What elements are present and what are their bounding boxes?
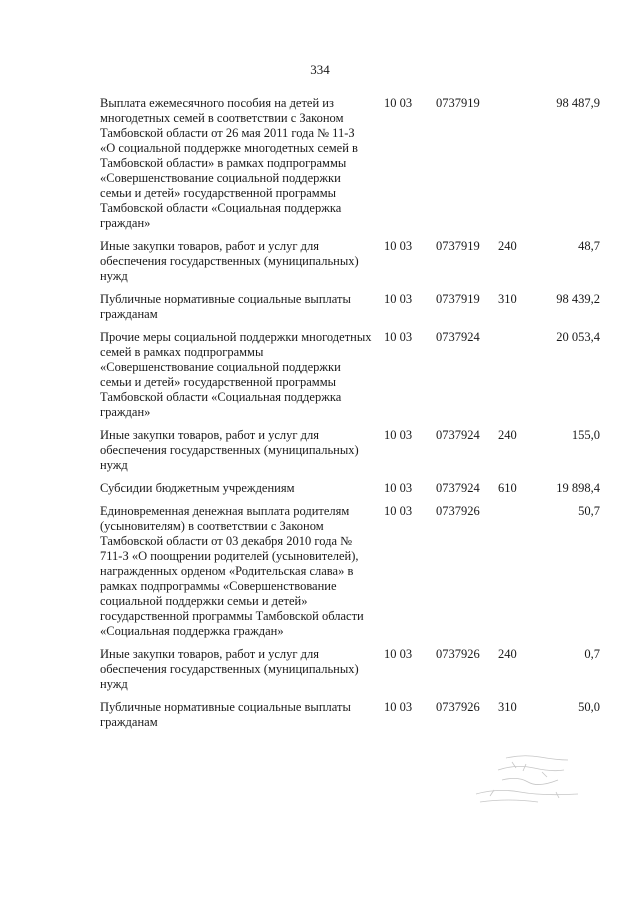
- row-section: 10 03: [384, 481, 413, 495]
- table-row: [0, 700, 640, 730]
- row-target-article: 0737919: [436, 239, 480, 253]
- row-target-article: 0737919: [436, 292, 480, 306]
- row-section: 10 03: [384, 239, 413, 253]
- table-row: [0, 504, 640, 639]
- row-amount: 50,0: [578, 700, 600, 714]
- row-amount: 0,7: [584, 647, 600, 661]
- row-expense-type: 240: [498, 647, 517, 661]
- row-target-article: 0737924: [436, 330, 480, 344]
- row-description: Единовременная денежная выплата родителям (усыновителям) в соответствии с Законом Тамбовской области от 03 декабря 2010 года № 711-З «О поощрении родителей (усыновителей), награжденных орденом «Родительская слава» в рамках подпрограммы «Совершенствование социальной поддержки семьи и детей» государственной программы Тамбовской области «Социальная поддержка граждан»: [100, 504, 364, 638]
- row-expense-type: 310: [498, 700, 517, 714]
- row-description: Иные закупки товаров, работ и услуг для обеспечения государственных (муниципальных) нужд: [100, 428, 359, 472]
- table-row: [0, 330, 640, 420]
- table-row: [0, 292, 640, 322]
- row-amount: 48,7: [578, 239, 600, 253]
- row-section: 10 03: [384, 330, 413, 344]
- row-section: 10 03: [384, 292, 413, 306]
- budget-table: [0, 96, 640, 738]
- row-description: Иные закупки товаров, работ и услуг для обеспечения государственных (муниципальных) нужд: [100, 647, 359, 691]
- row-target-article: 0737924: [436, 428, 480, 442]
- table-row: [0, 96, 640, 231]
- table-row: [0, 239, 640, 284]
- row-description: Прочие меры социальной поддержки многодетных семей в рамках подпрограммы «Совершенствование социальной поддержки семьи и детей» государственной программы Тамбовской области «Социальная поддержка граждан»: [100, 330, 372, 419]
- row-amount: 155,0: [571, 428, 600, 442]
- row-amount: 19 898,4: [556, 481, 600, 495]
- row-description: Субсидии бюджетным учреждениям: [100, 481, 295, 495]
- row-target-article: 0737926: [436, 647, 480, 661]
- row-amount: 20 053,4: [556, 330, 600, 344]
- row-expense-type: 240: [498, 428, 517, 442]
- row-section: 10 03: [384, 428, 413, 442]
- row-expense-type: 610: [498, 481, 517, 495]
- row-amount: 50,7: [578, 504, 600, 518]
- row-description: Выплата ежемесячного пособия на детей из многодетных семей в соответствии с Законом Тамбовской области от 26 мая 2011 года № 11-З «О социальной поддержке многодетных семей в Тамбовской области» в рамках подпрограммы «Совершенствование социальной поддержки семьи и детей» государственной программы Тамбовской области «Социальная поддержка граждан»: [100, 96, 358, 230]
- table-row: [0, 428, 640, 473]
- row-target-article: 0737926: [436, 700, 480, 714]
- page-number: 334: [310, 62, 330, 77]
- row-amount: 98 439,2: [556, 292, 600, 306]
- table-row: [0, 647, 640, 692]
- row-expense-type: 240: [498, 239, 517, 253]
- row-target-article: 0737926: [436, 504, 480, 518]
- faint-stamp-mark: [468, 752, 588, 808]
- table-row: [0, 481, 640, 496]
- row-section: 10 03: [384, 700, 413, 714]
- row-amount: 98 487,9: [556, 96, 600, 110]
- row-description: Иные закупки товаров, работ и услуг для обеспечения государственных (муниципальных) нужд: [100, 239, 359, 283]
- row-description: Публичные нормативные социальные выплаты гражданам: [100, 700, 351, 729]
- row-expense-type: 310: [498, 292, 517, 306]
- row-target-article: 0737924: [436, 481, 480, 495]
- row-section: 10 03: [384, 647, 413, 661]
- row-target-article: 0737919: [436, 96, 480, 110]
- row-description: Публичные нормативные социальные выплаты гражданам: [100, 292, 351, 321]
- row-section: 10 03: [384, 96, 413, 110]
- row-section: 10 03: [384, 504, 413, 518]
